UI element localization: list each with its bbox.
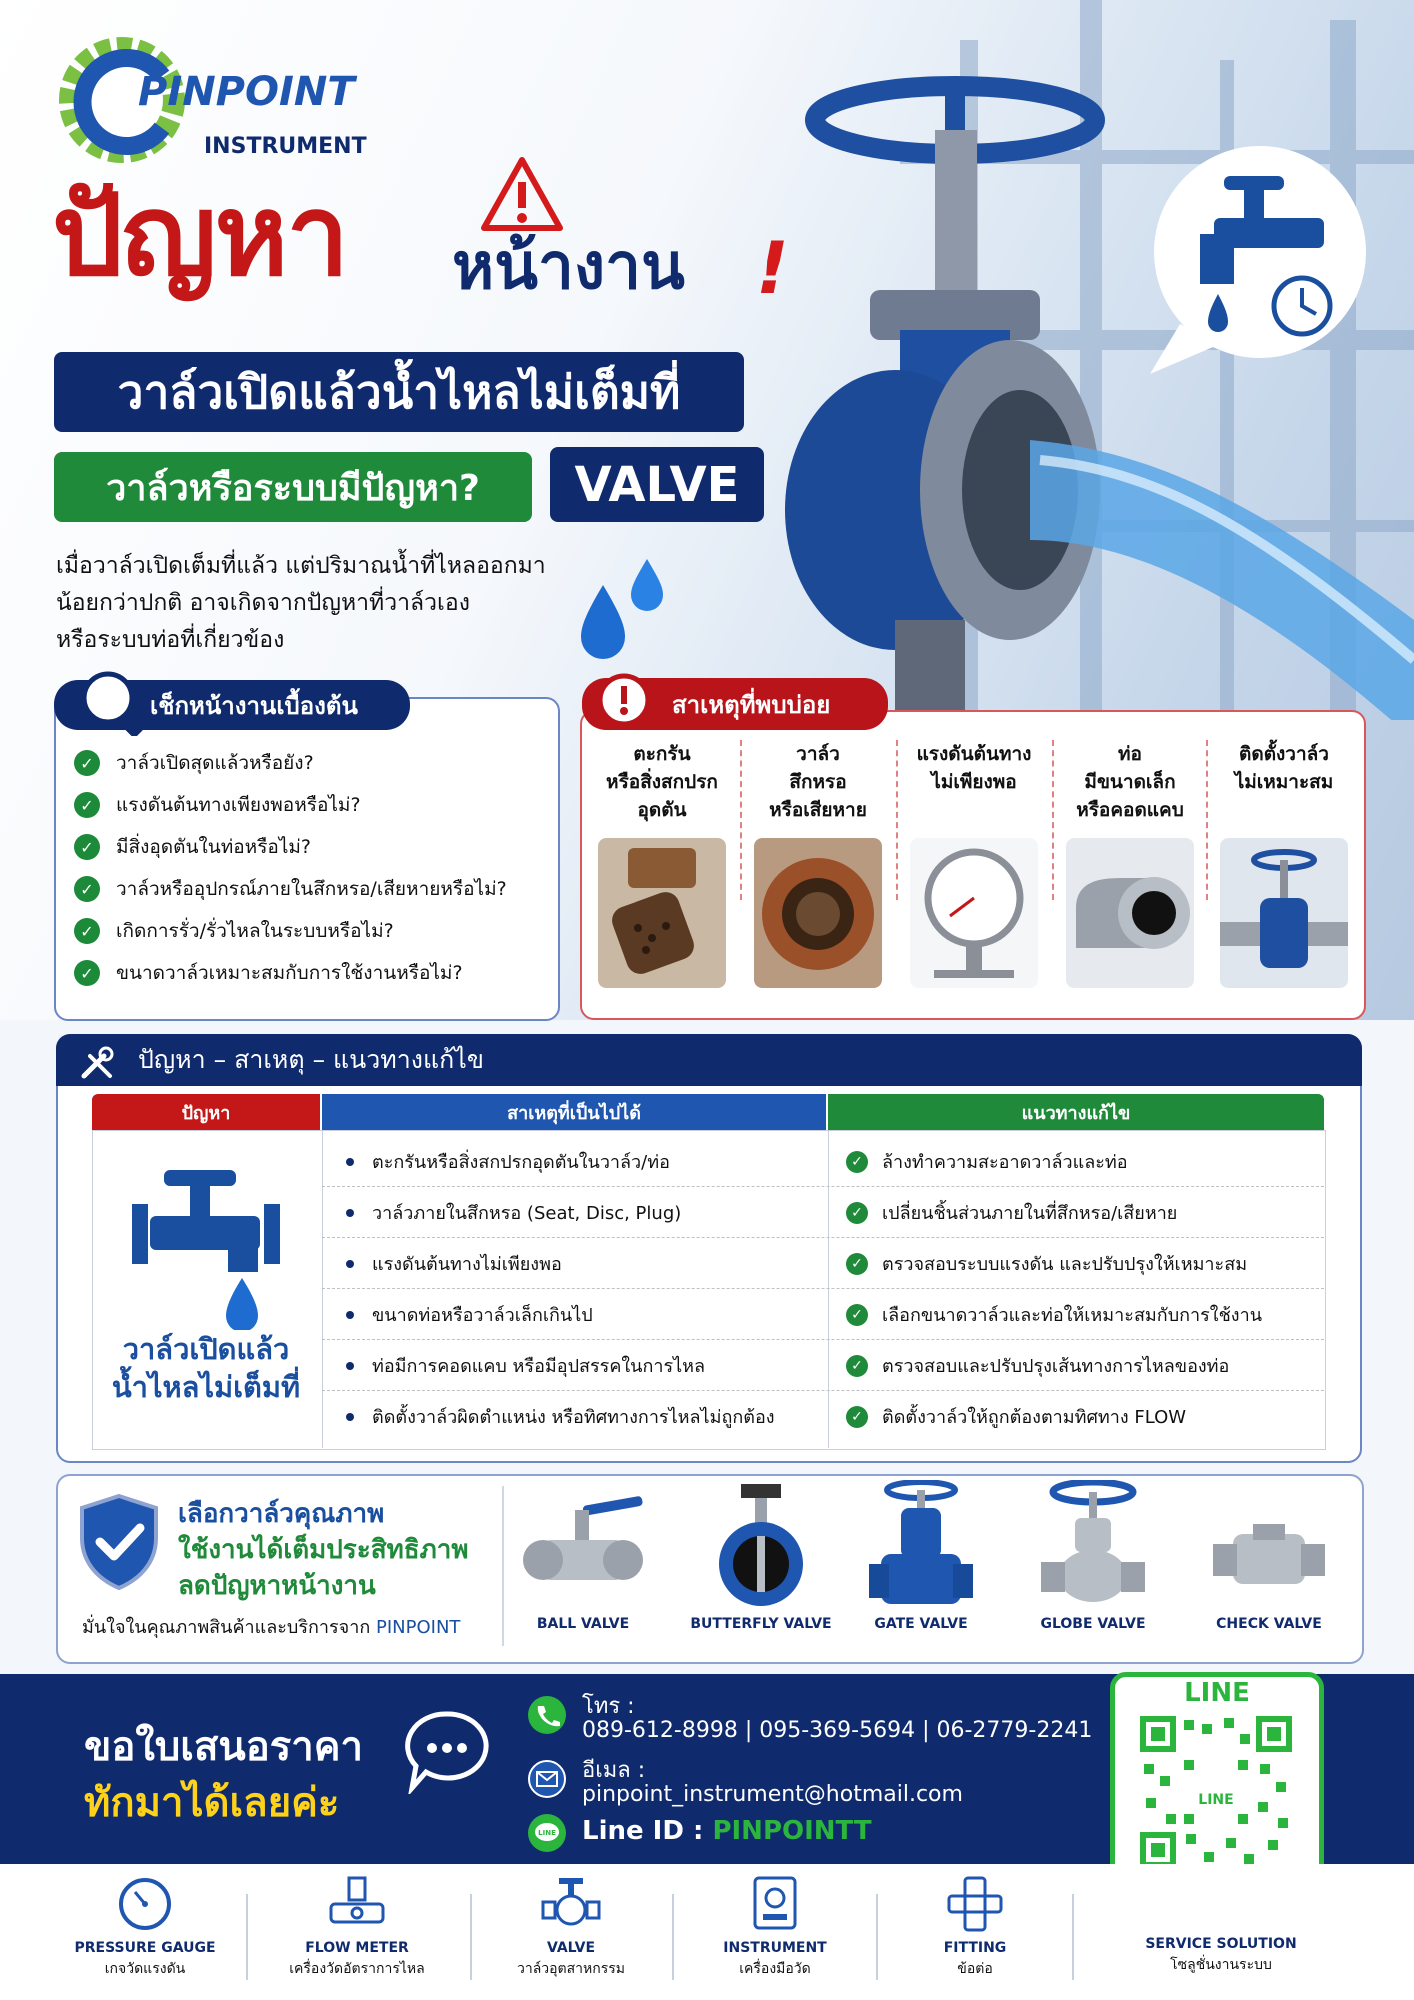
causes-panel-title: สาเหตุที่พบบ่อย [582,678,888,730]
pressure-gauge-image [910,838,1038,988]
intro-line: หรือระบบท่อที่เกี่ยวข้อง [56,627,285,653]
email-label: อีเมล : [582,1758,646,1783]
cause-row [346,1340,705,1391]
check-item-label: วาล์วหรืออุปกรณ์ภายในสึกหรอ/เสียหายหรือไม่? [116,878,507,900]
gauge-icon [115,1874,175,1934]
footer-divider [876,1894,878,1980]
instrument-icon [745,1874,805,1934]
solution-text: เลือกขนาดวาล์วและท่อให้เหมาะสมกับการใช้งาน [882,1305,1262,1326]
quote-cta: ขอใบเสนอราคา [84,1724,363,1770]
faucet-icon [128,1160,288,1330]
cause-label: สึกหรอ [789,771,847,793]
problem-text-line: น้ำไหลไม่เต็มที่ [111,1370,301,1404]
cause-divider [1206,740,1208,900]
row-divider [322,1390,1324,1391]
intro-line: เมื่อวาล์วเปิดเต็มที่แล้ว แต่ปริมาณน้ำที่ไหลออกมา [56,553,546,579]
bullet-icon [346,1362,354,1370]
gate-valve-icon [861,1480,981,1610]
cause-label: อุดตัน [637,799,687,821]
footer-label-th: โซลูชั่นงานระบบ [1170,1957,1272,1973]
solution-text: ตรวจสอบและปรับปรุงเส้นทางการไหลของท่อ [882,1356,1230,1377]
product-tagline [178,1496,468,1604]
table-divider [828,1130,829,1448]
footer-label-en: INSTRUMENT [723,1940,827,1956]
footer-divider [1072,1894,1074,1980]
bullet-icon [346,1209,354,1217]
cause-divider [740,740,742,900]
footer-label-en: VALVE [546,1940,596,1956]
clogged-strainer-image [598,838,726,988]
water-drops-icon [575,555,675,665]
cause-divider [1052,740,1054,900]
solution-text: ติดตั้งวาล์วให้ถูกต้องตามทิศทาง FLOW [882,1407,1187,1428]
cause-text: วาล์วภายในสึกหรอ (Seat, Disc, Plug) [372,1203,682,1224]
column-header-solutions: แนวทางแก้ไข [828,1094,1324,1130]
tel-label: โทร : [582,1694,635,1719]
solution-row [846,1391,1186,1442]
row-divider [322,1186,1324,1187]
footer-label-th: เครื่องวัดอัตราการไหล [289,1961,425,1977]
product-check-valve[interactable] [1194,1480,1344,1632]
cause-text: ติดตั้งวาล์วผิดตำแหน่ง หรือทิศทางการไหลไม่ถูกต้อง [372,1407,775,1428]
magnifier-icon [80,670,146,736]
product-label: CHECK VALVE [1216,1616,1322,1632]
bullet-icon [346,1311,354,1319]
product-butterfly-valve[interactable] [686,1480,836,1632]
bullet-icon [346,1158,354,1166]
footer-label-th: เครื่องมือวัด [739,1961,811,1977]
check-icon: ✓ [846,1355,868,1377]
pinpoint-logo [52,30,412,180]
check-item-label: ขนาดวาล์วเหมาะสมกับการใช้งานหรือไม่? [116,962,463,984]
product-gate-valve[interactable] [846,1480,996,1632]
cause-label: ไม่เหมาะสม [1234,771,1334,793]
tagline-line: ลดปัญหาหน้างาน [178,1571,376,1601]
wrench-screwdriver-icon [80,1046,114,1080]
footer-label-en: FLOW METER [305,1940,409,1956]
faucet-timer-bubble-icon [1140,134,1370,374]
chat-bubble-icon [402,1708,492,1794]
solution-row [846,1238,1247,1289]
check-valve-icon [1209,1480,1329,1610]
cause-row [346,1187,681,1238]
row-divider [322,1237,1324,1238]
product-label: BALL VALVE [536,1616,630,1632]
cause-row [346,1391,775,1442]
cause-divider [896,740,898,900]
footer-label-th: วาล์วอุตสาหกรรม [516,1961,626,1977]
cause-text: ตะกรันหรือสิ่งสกปรกอุดตันในวาล์ว/ท่อ [372,1152,670,1173]
headline-exclamation: ! [756,226,789,310]
subtext-brand: PINPOINT [375,1617,461,1638]
cause-label: ติดตั้งวาล์ว [1239,743,1329,765]
headline-worksite: หน้างาน [452,230,685,304]
subtext-label: มั่นใจในคุณภาพสินค้าและบริการจาก [82,1617,371,1638]
footer-instrument[interactable] [680,1874,870,1980]
cause-label: แรงดันต้นทาง [916,743,1032,765]
product-label: BUTTERFLY VALVE [690,1616,832,1632]
check-icon: ✓ [74,750,100,776]
footer-label-th: เกจวัดแรงดัน [104,1961,186,1977]
cause-label: หรือคอดแคบ [1076,799,1184,821]
fitting-icon [945,1874,1005,1934]
check-icon: ✓ [74,792,100,818]
banner-valve: VALVE [550,447,764,522]
row-divider [322,1288,1324,1289]
solution-row [846,1136,1128,1187]
solution-row [846,1187,1177,1238]
intro-paragraph [56,548,616,659]
check-icon: ✓ [74,960,100,986]
cause-label: มีขนาดเล็ก [1084,771,1176,793]
table-divider [322,1130,323,1448]
line-id-label: Line ID : [582,1816,704,1846]
solution-row [846,1289,1262,1340]
check-panel-title: เช็กหน้างานเบื้องต้น [54,680,410,730]
footer-valve[interactable] [476,1874,666,1980]
product-subtext [82,1612,460,1641]
footer-label-th: ข้อต่อ [957,1961,993,1977]
product-label: GATE VALVE [874,1616,968,1632]
email-icon [528,1760,566,1798]
check-icon: ✓ [74,876,100,902]
check-item-label: มีสิ่งอุดตันในท่อหรือไม่? [116,836,311,858]
problem-table-title: ปัญหา – สาเหตุ – แนวทางแก้ไข [138,1045,484,1074]
footer-label-en: FITTING [943,1940,1007,1956]
headline-problem: ปัญหา [52,171,348,301]
product-divider [502,1486,504,1646]
cause-label: หรือสิ่งสกปรก [606,771,718,793]
cause-label: หรือเสียหาย [769,799,867,821]
cause-card [744,740,892,992]
check-item [74,790,361,820]
worn-valve-image [754,838,882,988]
alert-magnifier-icon [596,672,656,732]
check-item-label: เกิดการรั่ว/รั่วไหลในระบบหรือไม่? [116,920,394,942]
problem-text-line: วาล์วเปิดแล้ว [122,1332,290,1366]
column-header-problem: ปัญหา [92,1094,320,1130]
intro-line: น้อยกว่าปกติ อาจเกิดจากปัญหาที่วาล์วเอง [56,590,470,616]
shield-check-icon [78,1492,160,1590]
cause-text: แรงดันต้นทางไม่เพียงพอ [372,1254,562,1275]
line-id-row [582,1816,872,1846]
cause-row [346,1238,562,1289]
footer-divider [470,1894,472,1980]
cause-label: ไม่เพียงพอ [931,771,1017,793]
check-icon: ✓ [74,834,100,860]
check-item [74,958,463,988]
check-icon: ✓ [846,1406,868,1428]
valve-icon [541,1874,601,1934]
installed-valve-image [1220,838,1348,988]
check-item-label: แรงดันต้นทางเพียงพอหรือไม่? [116,794,361,816]
product-ball-valve[interactable] [508,1480,658,1632]
solution-text: ตรวจสอบระบบแรงดัน และปรับปรุงให้เหมาะสม [882,1254,1248,1275]
tagline-line: เลือกวาล์วคุณภาพ [178,1499,385,1529]
footer-fitting[interactable] [880,1874,1070,1980]
chat-cta: ทักมาได้เลยค่ะ [84,1780,340,1826]
ball-valve-icon [523,1480,643,1610]
flow-meter-icon [327,1874,387,1934]
cause-card [900,740,1048,992]
footer-divider [246,1894,248,1980]
check-item [74,832,311,862]
footer-divider [672,1894,674,1980]
solution-row [846,1340,1229,1391]
check-icon: ✓ [846,1202,868,1224]
footer-label-en: SERVICE SOLUTION [1145,1936,1297,1952]
check-icon: ✓ [846,1253,868,1275]
cause-row [346,1289,593,1340]
banner-main-problem: วาล์วเปิดแล้วน้ำไหลไม่เต็มที่ [54,352,744,432]
solution-text: เปลี่ยนชิ้นส่วนภายในที่สึกหรอ/เสียหาย [882,1203,1178,1224]
narrow-pipe-image [1066,838,1194,988]
bullet-icon [346,1260,354,1268]
qr-center-label: LINE [1198,1792,1234,1808]
check-item-label: วาล์วเปิดสุดแล้วหรือยัง? [116,752,314,774]
check-icon: ✓ [846,1304,868,1326]
qr-title: LINE [1184,1678,1250,1708]
line-id-value[interactable]: PINPOINTT [712,1816,872,1846]
footer-label-en: PRESSURE GAUGE [74,1940,216,1956]
problem-table-header [56,1034,1362,1086]
cause-label: ท่อ [1118,743,1142,765]
row-divider [322,1339,1324,1340]
cause-card [1210,740,1358,992]
problem-cell-text [96,1330,316,1406]
warning-icon [480,156,564,232]
butterfly-valve-icon [701,1480,821,1610]
svg-text:INSTRUMENT: INSTRUMENT [204,134,367,159]
product-label: GLOBE VALVE [1040,1616,1146,1632]
phone-icon [528,1696,566,1734]
column-header-causes: สาเหตุที่เป็นไปได้ [322,1094,826,1130]
cause-label: วาล์ว [796,743,840,765]
cause-card [1056,740,1204,992]
svg-text:LINE: LINE [538,1829,556,1837]
check-icon: ✓ [846,1151,868,1173]
check-icon: ✓ [74,918,100,944]
cause-text: ท่อมีการคอดแคบ หรือมีอุปสรรคในการไหล [372,1356,706,1377]
email-address[interactable]: pinpoint_instrument@hotmail.com [582,1782,963,1807]
bullet-icon [346,1413,354,1421]
svg-text:PINPOINT: PINPOINT [138,69,355,115]
banner-question: วาล์วหรือระบบมีปัญหา? [54,452,532,522]
solution-text: ล้างทำความสะอาดวาล์วและท่อ [882,1152,1128,1173]
footer-pressure-gauge[interactable] [50,1874,240,1980]
check-item [74,874,507,904]
tel-numbers[interactable]: 089-612-8998 | 095-369-5694 | 06-2779-2241 [582,1718,1093,1743]
globe-valve-icon [1033,1480,1153,1610]
line-app-icon [528,1814,566,1852]
footer-flow-meter[interactable] [262,1874,452,1980]
cause-text: ขนาดท่อหรือวาล์วเล็กเกินไป [372,1305,593,1326]
cause-row [346,1136,670,1187]
check-item [74,748,314,778]
tagline-line: ใช้งานได้เต็มประสิทธิภาพ [178,1535,469,1565]
footer-service-solution[interactable] [1126,1930,1316,1976]
cause-card [588,740,736,992]
check-item [74,916,394,946]
product-globe-valve[interactable] [1018,1480,1168,1632]
cause-label: ตะกรัน [633,743,691,765]
